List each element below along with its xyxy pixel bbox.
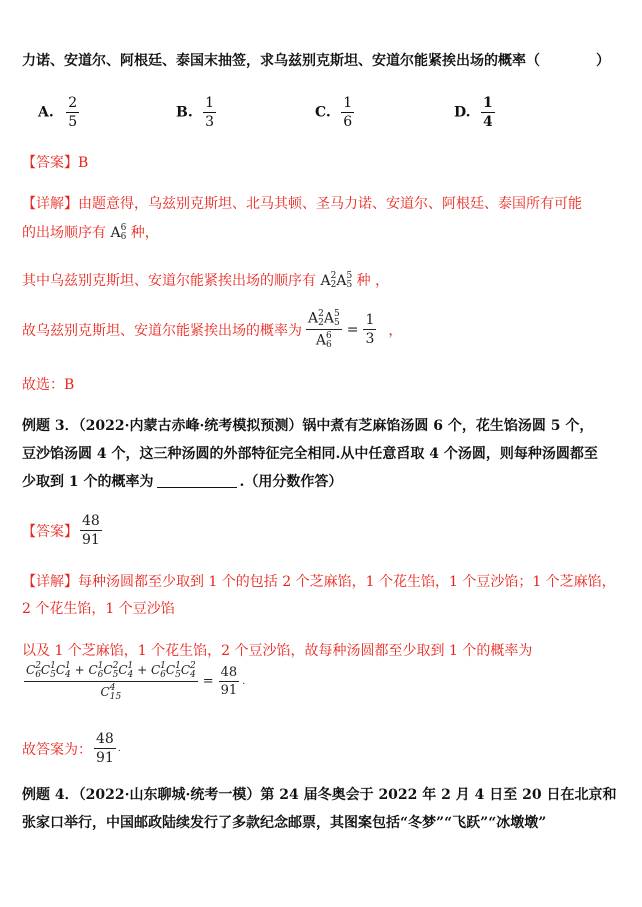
detail-tag: 【详解】: [22, 196, 78, 212]
example-label: 例题 3．: [22, 418, 79, 434]
permutation-a66: A 6 6: [110, 223, 127, 242]
final-answer-line: 故答案为： $\frac{48}{91}$ .: [22, 731, 121, 766]
example-label: 例题 4．: [22, 787, 79, 803]
detail3-line-2: 2 个花生馅，1 个豆沙馅: [22, 601, 175, 617]
formula-result: $\frac{48}{91}$: [220, 665, 238, 699]
example4-line-2: 张家口举行，中国邮政陆续发行了多款纪念邮票，其图案包括“冬梦”“飞跃”“冰墩墩”: [22, 815, 547, 831]
option-fraction: $\frac{1}{3}$: [205, 95, 215, 130]
detail-tag: 【详解】: [22, 574, 78, 590]
detail-line-1: 【详解】由题意得，乌兹别克斯坦、北马其顿、圣马力诺、安道尔、阿根廷、泰国所有可能: [22, 196, 582, 212]
formula-fraction: C 2 6 C 1 5 C 1 4 + C 1 6 C 2 5 C 1 4 + C 1 6 C 1 5 C 2 4 C 4 15: [26, 661, 196, 702]
permutation-a22-a55: A 2 2 A 5 5: [320, 271, 353, 290]
option-fraction: $\frac{1}{4}$: [482, 95, 493, 130]
question-text: 力诺、安道尔、阿根廷、泰国末抽签，求乌兹别克斯坦、安道尔能紧挨出场的概率（: [22, 53, 540, 69]
detail3-line-1: 【详解】每种汤圆都至少取到 1 个的包括 2 个芝麻馅，1 个花生馅，1 个豆沙馅；1 个芝麻馅，: [22, 574, 616, 590]
result-fraction: $\frac{1}{3}$: [365, 312, 375, 348]
option-d: [454, 96, 497, 129]
option-fraction: $\frac{2}{5}$: [68, 95, 78, 130]
answer-tag: 【答案】: [22, 155, 78, 171]
option-b: [176, 96, 218, 129]
option-c: [315, 96, 356, 129]
detail-line-3: 其中乌兹别克斯坦、安道尔能紧挨出场的顺序有 A 2 2 A 5 5 种 ，: [22, 271, 390, 290]
probability-fraction: A 2 2 A 5 5 A 6 6: [308, 309, 340, 350]
option-label: D.: [454, 104, 471, 121]
detail-line-4: 故乌兹别克斯坦、安道尔能紧挨出场的概率为 A 2 2 A 5 5 A 6 6 = $\frac{1}{3}$ ，: [22, 309, 403, 350]
option-label: A.: [38, 104, 54, 121]
answer-blank: [157, 473, 237, 488]
example3-line-3: 少取到 1 个的概率为 .（用分数作答）: [22, 474, 343, 490]
choose-line: 故选：B: [22, 377, 75, 393]
detail3-line-3: 以及 1 个芝麻馅，1 个花生馅，2 个豆沙馅，故每种汤圆都至少取到 1 个的概率为: [22, 643, 533, 659]
example3-line-1: 例题 3．（2022·内蒙古赤峰·统考模拟预测）锅中煮有芝麻馅汤圆 6 个，花生馅汤圆 5 个，: [22, 418, 594, 434]
option-label: B.: [176, 104, 193, 121]
option-fraction: $\frac{1}{6}$: [343, 95, 353, 130]
option-a: [38, 96, 81, 129]
detail-line-2: 的出场顺序有 A 6 6 种，: [22, 223, 159, 242]
question-close-paren: ）: [596, 53, 610, 69]
final-fraction: $\frac{48}{91}$: [96, 731, 114, 766]
combination-formula: C 2 6 C 1 5 C 1 4 + C 1 6 C 2 5 C 1 4 + C 1 6 C 1 5 C 2 4 C 4 15 = $\frac{48}{91}$ .: [26, 661, 246, 702]
option-label: C.: [315, 104, 331, 121]
answer-line: [22, 152, 88, 172]
answer-value: B: [78, 155, 89, 171]
answer-fraction: $\frac{48}{91}$: [82, 513, 100, 548]
example4-line-1: 例题 4．（2022·山东聊城·统考一模）第 24 届冬奥会于 2022 年 2 月 4 日至 20 日在北京和: [22, 787, 617, 803]
answer-tag: 【答案】: [22, 523, 78, 540]
example3-line-2: 豆沙馅汤圆 4 个，这三种汤圆的外部特征完全相同.从中任意舀取 4 个汤圆，则每种汤圆都至: [22, 446, 598, 462]
answer3-line: [22, 514, 104, 547]
